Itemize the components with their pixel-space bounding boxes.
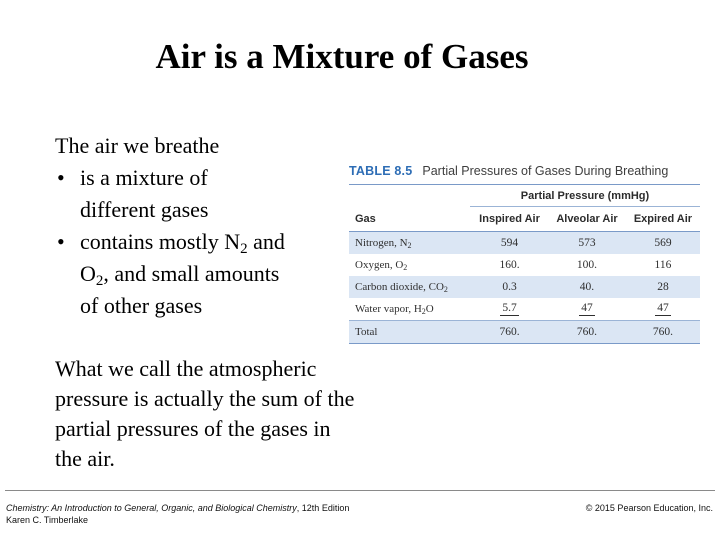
subscript: 2 (407, 241, 412, 250)
subscript: 2 (443, 285, 448, 294)
subscript: 2 (240, 241, 248, 257)
underlined-value: 47 (657, 302, 669, 314)
bullet-marker: • (57, 165, 65, 190)
gas-name-text: Water vapor, H (355, 303, 422, 315)
table-body (349, 207, 700, 344)
column-header-inspired: Inspired Air (471, 207, 548, 232)
book-edition: , 12th Edition (296, 503, 350, 513)
gas-name-text: O (425, 303, 434, 315)
table-row (349, 276, 700, 298)
table-title: Partial Pressures of Gases During Breathing (422, 164, 669, 178)
total-label: Total (349, 321, 471, 344)
bullet-line: of other gases (80, 293, 203, 318)
column-header-gas: Gas (349, 207, 471, 232)
table-row (349, 254, 700, 276)
alveolar-value: 573 (548, 232, 626, 255)
underlined-value: 47 (581, 302, 593, 314)
inspired-value: 594 (471, 232, 548, 255)
text-fragment: and (247, 229, 285, 254)
book-title: Chemistry: An Introduction to General, Organic, and Biological Chemistry (6, 503, 297, 513)
expired-total: 760. (626, 321, 700, 344)
subscript: 2 (403, 263, 408, 272)
footer-book-line (6, 502, 349, 514)
footer-author: Karen C. Timberlake (6, 515, 89, 525)
table-total-row (349, 321, 700, 344)
table-group-header: Partial Pressure (mmHg) (470, 185, 700, 207)
alveolar-value: 40. (548, 276, 626, 298)
partial-pressure-table (349, 158, 700, 344)
bullet-item (55, 162, 325, 226)
expired-value (626, 298, 700, 321)
conclusion-text: What we call the atmospheric pressure is actually the sum of the partial pressures of the gases in the air. (55, 356, 355, 471)
table-caption (349, 158, 700, 185)
gas-name-text: Carbon dioxide, CO (355, 281, 444, 293)
subscript: 2 (95, 273, 104, 289)
bullet-line (80, 226, 325, 258)
gas-name (349, 254, 471, 276)
footer-divider (5, 490, 715, 491)
gas-name-text: Oxygen, O (355, 259, 404, 271)
expired-value: 116 (654, 259, 672, 271)
intro-text: The air we breathe (55, 133, 220, 158)
alveolar-value (548, 298, 626, 321)
subscript: 2 (421, 307, 426, 316)
column-header-expired: Expired Air (626, 207, 700, 232)
gas-name (349, 232, 471, 255)
expired-value: 28 (626, 276, 700, 298)
bullet-line: different gases (80, 197, 209, 222)
footer-copyright: © 2015 Pearson Education, Inc. (585, 503, 713, 513)
expired-value: 569 (626, 232, 700, 255)
inspired-total: 760. (471, 321, 548, 344)
text-fragment: , and small amounts (103, 261, 280, 286)
text-fragment: contains mostly N (80, 229, 241, 254)
table-group-header-row (349, 185, 700, 207)
gas-name (349, 276, 471, 298)
gas-name (349, 298, 471, 321)
slide-title: Air is a Mixture of Gases (155, 37, 529, 76)
underlined-value: 5.7 (502, 302, 517, 314)
bullet-line (80, 258, 325, 290)
alveolar-total: 760. (548, 321, 626, 344)
bullet-line: is a mixture of (80, 165, 208, 190)
table-header-row (349, 207, 700, 232)
column-header-alveolar: Alveolar Air (548, 207, 626, 232)
inspired-value: 0.3 (471, 276, 548, 298)
alveolar-value: 100. (576, 259, 598, 271)
table-label: TABLE 8.5 (349, 164, 413, 178)
bullet-marker: • (57, 229, 65, 254)
footer-citation (6, 502, 349, 526)
text-fragment: O (80, 261, 96, 286)
table-row (349, 232, 700, 255)
bullet-item (55, 226, 325, 322)
gas-name-text: Nitrogen, N (355, 237, 408, 249)
bullet-list (55, 162, 325, 322)
inspired-value: 160. (499, 259, 520, 271)
table-row (349, 298, 700, 321)
inspired-value (471, 298, 548, 321)
